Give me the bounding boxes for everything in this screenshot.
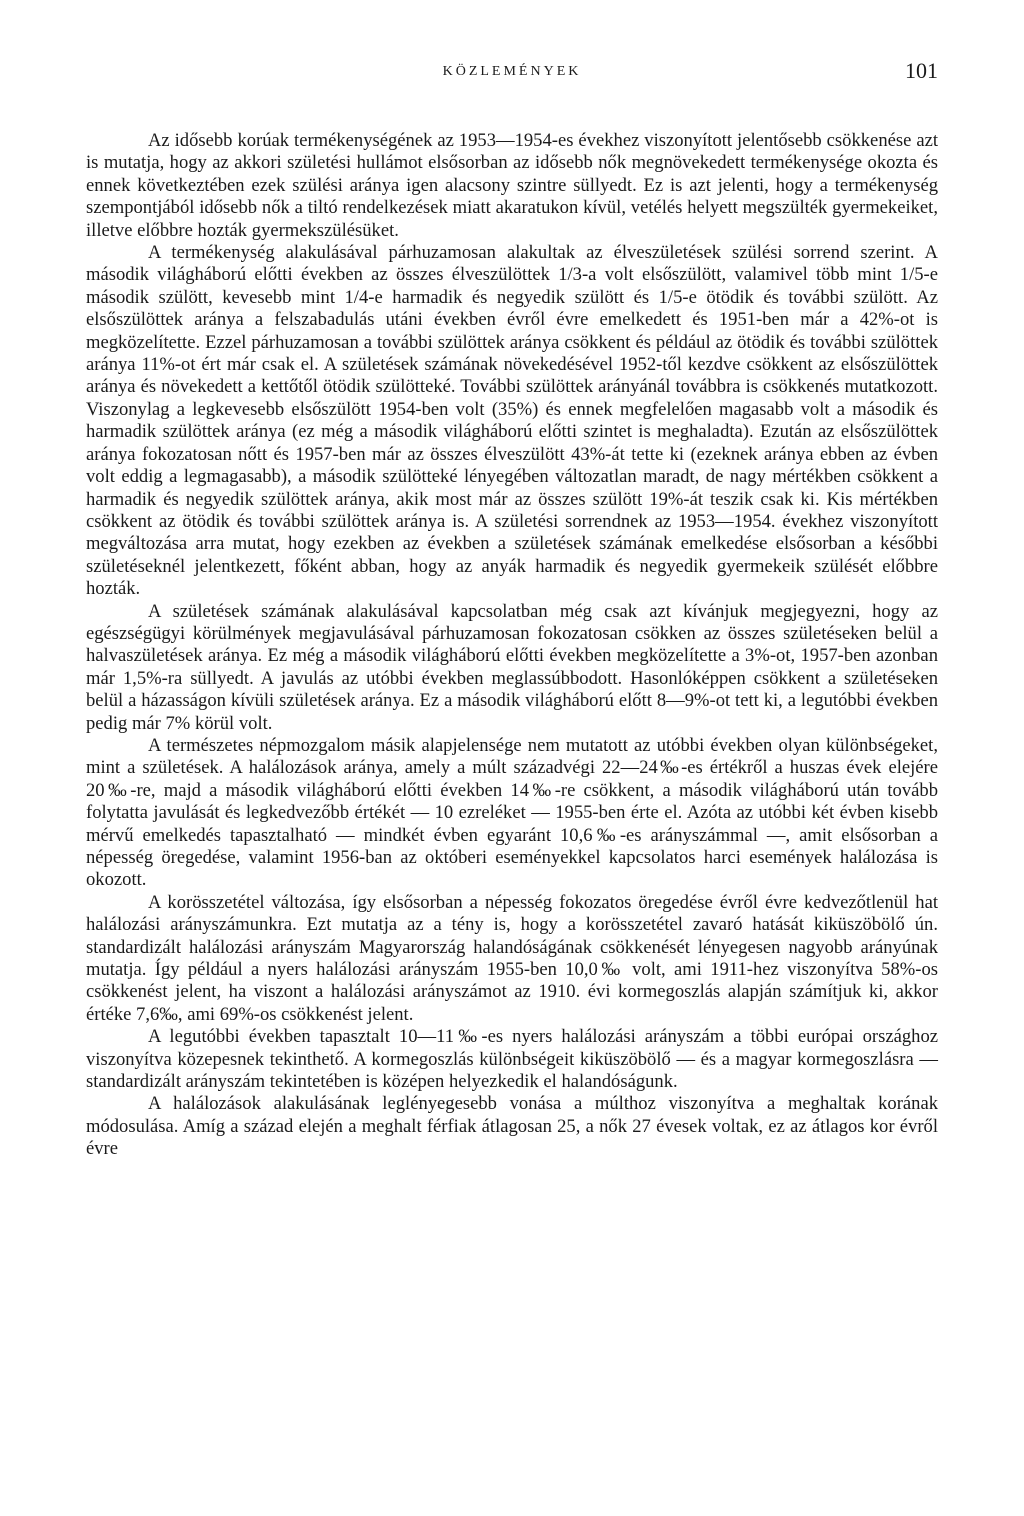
journal-page — [86, 58, 938, 1161]
paragraph-6: A legutóbbi években tapasztalt 10—11‰-es nyers halálozási arányszám a többi európai országhoz viszonyítva közepesnek tekinthető. A kormegoszlás különbségeit kiküszöbölő — és a magyar kormegoszlásra — standardizált arányszám tekintetében is középen helyezkedik el halandóságunk. — [86, 1026, 938, 1093]
paragraph-7: A halálozások alakulásának leglényegesebb vonása a múlthoz viszonyítva a meghaltak korának módosulása. Amíg a század elején a meghalt férfiak átlagosan 25, a nők 27 évesek voltak, ez az átlagos kor évről évre — [86, 1093, 938, 1160]
paragraph-3: A születések számának alakulásával kapcsolatban még csak azt kívánjuk megjegyezni, hogy az egészségügyi körülmények megjavulásával párhuzamosan fokozatosan csökken az összes születéseken belül a halvaszületések aránya. Ez még a második világháború előtti években megközelítette a 3%-ot, 1957-ben azonban már 1,5%-ra süllyedt. A javulás az utóbbi években meglassúbbodott. Hasonlóképpen csökkent a születéseken belül a házasságon kívüli születések aránya. Ez a második világháború előtt 8—9%-ot tett ki, a legutóbbi években pedig már 7% körül volt. — [86, 600, 938, 734]
paragraph-5: A korösszetétel változása, így elsősorban a népesség fokozatos öregedése évről évre kedvezőtlenül hat halálozási arányszámunkra. Ezt mutatja az a tény is, hogy a korösszetétel zavaró hatását kiküszöbölő ún. standardizált halálozási arányszám Magyarország halandóságának csökkenését lényegesen nagyobb arányúnak mutatja. Így például a nyers halálozási arányszám 1955-ben 10,0‰ volt, ami 1911-hez viszonyítva 58%-os csökkenést jelent, ha viszont a halálozási arányszámot az 1910. évi kormegoszlás alapján számítjuk ki, akkor értéke 7,6‰, ami 69%-os csökkenést jelent. — [86, 891, 938, 1025]
page-header — [86, 58, 938, 96]
article-body — [86, 130, 938, 1161]
paragraph-4: A természetes népmozgalom másik alapjelensége nem mutatott az utóbbi években olyan különbségeket, mint a születések. A halálozások aránya, amely a múlt századvégi 22—24‰-es értékről a huszas évek elejére 20‰-re, majd a második világháború előtti években 14‰-re csökkent, a második világháború után tovább folytatta javulását és legkedvezőbb értékét — 10 ezreléket — 1955-ben érte el. Azóta az utóbbi két évben kisebb mérvű emelkedés tapasztalható — mindkét évben egyaránt 10,6‰-es arányszámmal —, amit elsősorban a népesség öregedése, valamint 1956-ban az októberi eseményekkel kapcsolatos harci események halálozása is okozott. — [86, 734, 938, 891]
paragraph-1: Az idősebb korúak termékenységének az 1953—1954-es évekhez viszonyított jelentősebb csökkenése azt is mutatja, hogy az akkori születési hullámot elsősorban az idősebb nők megnövekedett termékenysége okozta és ennek következtében ezek szülési aránya igen alacsony szintre süllyedt. Ez is azt jelenti, hogy a termékenység szempontjából idősebb nők a tiltó rendelkezések miatt akaratukon kívül, vetélés helyett megszülték gyermekeiket, illetve előbbre hozták gyermekszülésüket. — [86, 130, 938, 241]
paragraph-2: A termékenység alakulásával párhuzamosan alakultak az élveszületések szülési sorrend szerint. A második világháború előtti években az összes élveszülöttek 1/3-a volt elsőszülött, valamivel több mint 1/5-e második szülött, kevesebb mint 1/4-e harmadik és negyedik szülött és 1/5-e ötödik és további szülött. Az elsőszülöttek aránya a felszabadulás utáni években évről évre emelkedett és 1951-ben már a 42%-ot is megközelítette. Ezzel párhuzamosan a további szülöttek aránya csökkent és például az ötödik és további szülöttek aránya 11%-ot ért már csak el. A születések számának növekedésével 1952-től kezdve csökkent az elsőszülöttek aránya és növekedett a kettőtől ötödik szülötteké. További szülöttek arányánál továbbra is csökkenés mutatkozott. Viszonylag a legkevesebb elsőszülött 1954-ben volt (35%) és ennek megfelelően magasabb volt a második és harmadik szülöttek aránya (ez még a második világháború előtti szintet is meghaladta). Ezután az elsőszülöttek aránya fokozatosan nőtt és 1957-ben már az összes élveszülött 43%-át tette ki (ezeknek aránya ebben az évben volt eddig a legmagasabb), a második szülötteké lényegében változatlan maradt, de nagy mértékben csökkent a harmadik és negyedik szülöttek aránya, akik most már az összes szülött 19%-át teszik csak ki. Kis mértékben csökkent az ötödik és további szülöttek aránya is. A születési sorrendnek az 1953—1954. évekhez viszonyított megváltozása arra mutat, hogy ezekben az években a születések számának emelkedése elsősorban a későbbi születéseknél jelentkezett, főként abban, hogy az anyák harmadik és negyedik gyermekeik szülését előbbre hozták. — [86, 242, 938, 600]
page-number: 101 — [905, 58, 938, 83]
running-title: KÖZLEMÉNYEK — [442, 64, 582, 79]
